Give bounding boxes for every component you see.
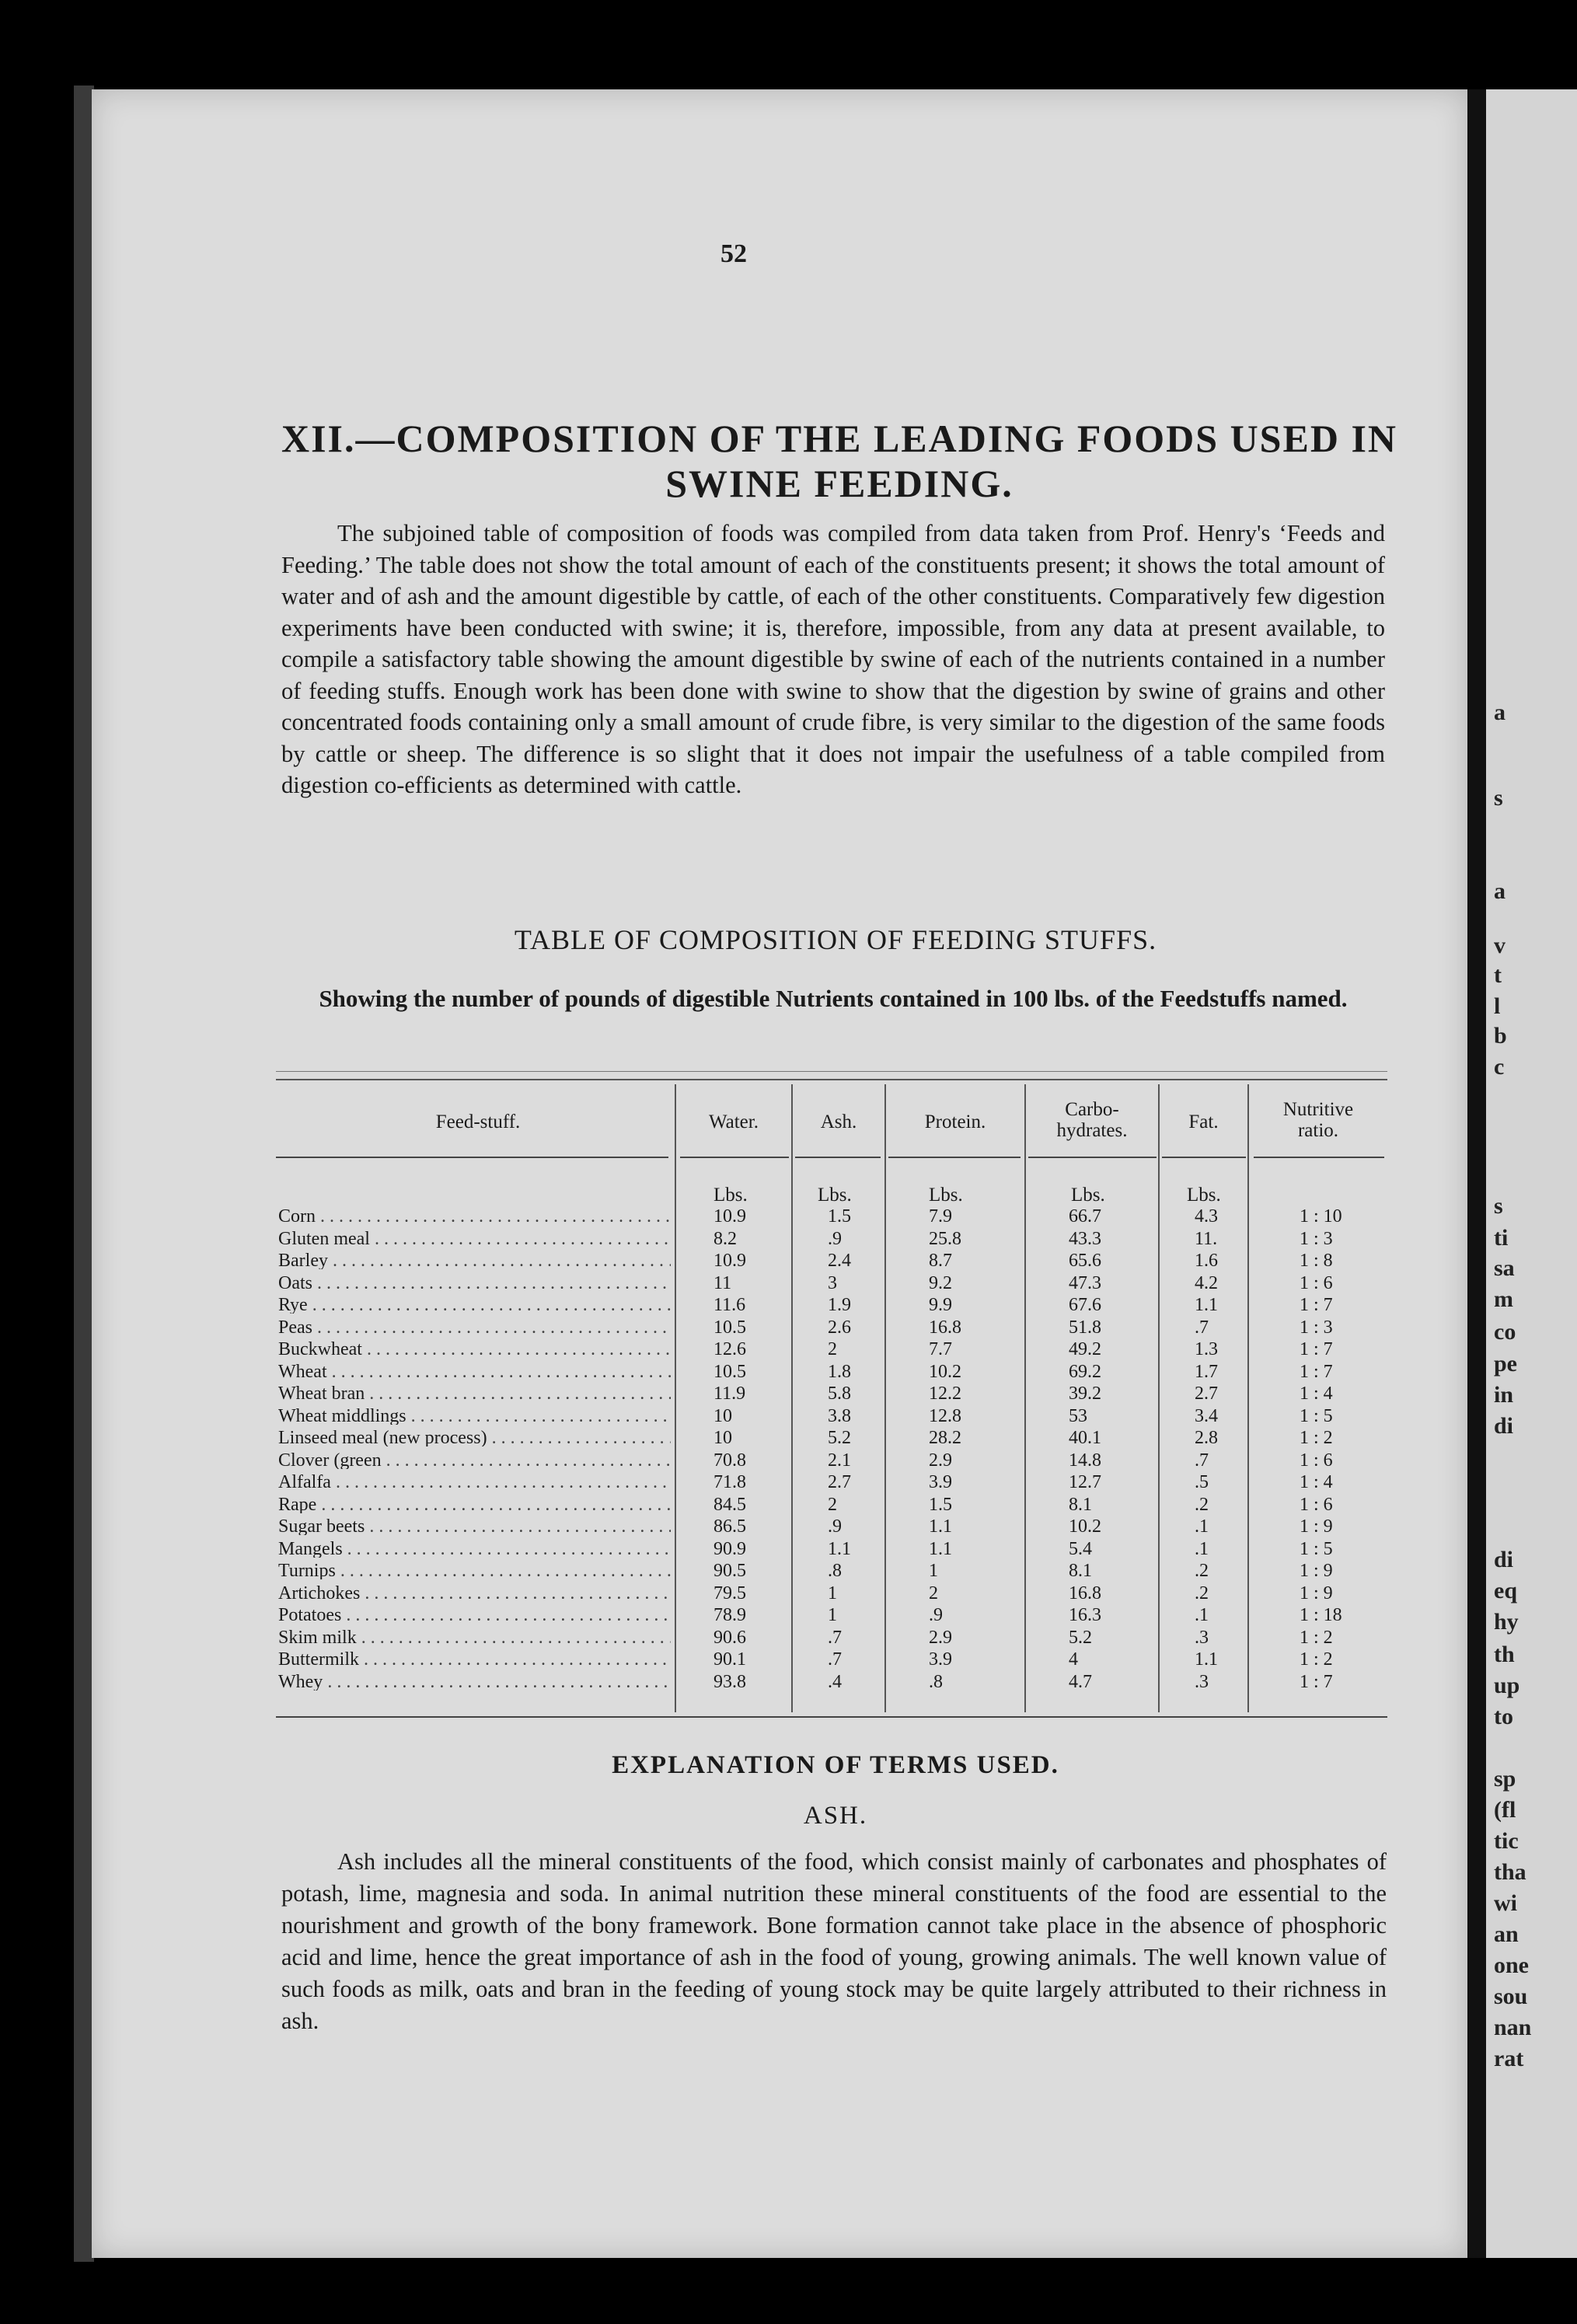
cell-ratio: 1 : 7	[1300, 1295, 1333, 1315]
cell-feed: Rape . . .	[278, 1497, 671, 1513]
adjacent-fragment: ti	[1494, 1225, 1509, 1251]
cell-carb: 67.6	[1069, 1295, 1101, 1315]
adjacent-fragment: di	[1494, 1413, 1514, 1439]
cell-fat: .1	[1195, 1516, 1209, 1537]
adjacent-fragment: an	[1494, 1921, 1519, 1947]
cell-ash: 1	[828, 1605, 837, 1625]
cell-carb: 5.2	[1069, 1627, 1092, 1648]
adjacent-fragment: pe	[1494, 1351, 1517, 1377]
table-rule-top	[276, 1079, 1387, 1080]
cell-ash: 2.7	[828, 1472, 851, 1492]
cell-ratio: 1 : 2	[1300, 1649, 1333, 1670]
table-row	[0, 1272, 1467, 1293]
cell-protein: 1	[929, 1561, 938, 1581]
cell-feed: Barley . . .	[278, 1253, 671, 1269]
cell-water: 90.6	[713, 1627, 746, 1648]
header-carb-line2: hydrates.	[1056, 1120, 1128, 1141]
cell-protein: .9	[929, 1605, 943, 1625]
cell-ratio: 1 : 3	[1300, 1228, 1333, 1249]
cell-ash: .7	[828, 1627, 842, 1648]
ash-text: Ash includes all the mineral constituents of the food, which consist mainly of carbonates and phosphates of potash, lime, magnesia and soda. In animal nutrition these mineral constituents of the food are essential to the nourishment and growth of the bony framework. Bone formation cannot take place in the absence of phosphoric acid and lime, hence the great importance of ash in the food of young, growing animals. The well known value of such foods as milk, oats and bran in the feeding of young stock may be quite largely attributed to their richness in ash.	[281, 1848, 1387, 2034]
cell-ratio: 1 : 5	[1300, 1538, 1333, 1559]
cell-fat: 1.1	[1195, 1295, 1218, 1315]
ash-paragraph	[281, 1846, 1387, 2037]
cell-protein: 9.2	[929, 1272, 952, 1293]
cell-protein: 1.1	[929, 1538, 952, 1559]
cell-fat: 1.1	[1195, 1649, 1218, 1670]
adjacent-fragment: c	[1494, 1054, 1505, 1080]
header-protein: Protein.	[924, 1111, 986, 1132]
cell-carb: 16.3	[1069, 1605, 1101, 1625]
adjacent-fragment: b	[1494, 1023, 1507, 1049]
cell-feed: Oats . . .	[278, 1275, 671, 1292]
cell-carb: 53	[1069, 1405, 1087, 1426]
cell-ash: 2.6	[828, 1317, 851, 1338]
cell-feed: Skim milk . . .	[278, 1630, 671, 1646]
cell-fat: .7	[1195, 1317, 1209, 1338]
cell-water: 78.9	[713, 1605, 746, 1625]
cell-feed: Sugar beets . . .	[278, 1519, 671, 1535]
cell-fat: .1	[1195, 1605, 1209, 1625]
cell-protein: 9.9	[929, 1295, 952, 1315]
cell-protein: 12.8	[929, 1405, 961, 1426]
cell-protein: 2.9	[929, 1450, 952, 1471]
cell-water: 8.2	[713, 1228, 737, 1249]
adjacent-fragment: a	[1494, 700, 1505, 725]
cell-protein: 1.5	[929, 1494, 952, 1515]
cell-ratio: 1 : 3	[1300, 1317, 1333, 1338]
table-row	[0, 1607, 1467, 1624]
table-row	[0, 1649, 1467, 1670]
cell-carb: 8.1	[1069, 1494, 1092, 1515]
table-row	[0, 1627, 1467, 1648]
cell-protein: 25.8	[929, 1228, 961, 1249]
cell-ash: 5.2	[828, 1428, 851, 1448]
table-row	[0, 1253, 1467, 1269]
cell-water: 10.9	[713, 1206, 746, 1227]
cell-ash: 5.8	[828, 1384, 851, 1404]
cell-feed: Rye . . .	[278, 1297, 671, 1314]
cell-carb: 4	[1069, 1649, 1078, 1670]
adjacent-fragment: sou	[1494, 1984, 1528, 2009]
cell-fat: .2	[1195, 1561, 1209, 1581]
adjacent-fragment: m	[1494, 1286, 1513, 1312]
table-row	[0, 1206, 1467, 1227]
cell-water: 90.1	[713, 1649, 746, 1670]
cell-carb: 66.7	[1069, 1206, 1101, 1227]
adjacent-fragment: s	[1494, 785, 1503, 811]
adjacent-fragment: one	[1494, 1952, 1529, 1978]
cell-ash: .9	[828, 1516, 842, 1537]
cell-protein: 16.8	[929, 1317, 961, 1338]
cell-fat: .2	[1195, 1494, 1209, 1515]
cell-ratio: 1 : 5	[1300, 1405, 1333, 1426]
table-row	[0, 1228, 1467, 1249]
cell-fat: .5	[1195, 1472, 1209, 1492]
cell-water: 84.5	[713, 1494, 746, 1515]
cell-carb: 4.7	[1069, 1671, 1092, 1692]
header-carb-line1: Carbo-	[1065, 1099, 1119, 1120]
adjacent-fragment: th	[1494, 1642, 1515, 1667]
table-row	[0, 1297, 1467, 1314]
cell-feed: Potatoes . . .	[278, 1607, 671, 1624]
table-title: TABLE OF COMPOSITION OF FEEDING STUFFS.	[514, 924, 1157, 955]
cell-protein: 1.1	[929, 1516, 952, 1537]
cell-water: 11	[713, 1272, 732, 1293]
adjacent-fragment: (fl	[1494, 1797, 1516, 1823]
adjacent-fragment: tha	[1494, 1859, 1526, 1885]
cell-protein: 28.2	[929, 1428, 961, 1448]
cell-water: 70.8	[713, 1450, 746, 1471]
cell-ratio: 1 : 6	[1300, 1494, 1333, 1515]
cell-ratio: 1 : 9	[1300, 1561, 1333, 1581]
adjacent-fragment: a	[1494, 878, 1505, 904]
cell-ratio: 1 : 6	[1300, 1272, 1333, 1293]
cell-fat: .3	[1195, 1671, 1209, 1692]
table-row	[0, 1317, 1467, 1338]
adjacent-fragment: to	[1494, 1704, 1513, 1729]
cell-ash: 2	[828, 1339, 837, 1359]
cell-ratio: 1 : 4	[1300, 1384, 1333, 1404]
cell-feed: Buckwheat . . .	[278, 1342, 671, 1358]
header-water: Water.	[709, 1111, 759, 1132]
cell-water: 79.5	[713, 1582, 746, 1603]
adjacent-fragment: in	[1494, 1382, 1514, 1408]
cell-feed: Corn . . .	[278, 1209, 671, 1225]
cell-ratio: 1 : 2	[1300, 1428, 1333, 1448]
cell-carb: 14.8	[1069, 1450, 1101, 1471]
cell-fat: 2.8	[1195, 1428, 1218, 1448]
adjacent-page-text-fragments	[1494, 0, 1575, 2324]
cell-fat: 3.4	[1195, 1405, 1218, 1426]
cell-feed: Artichokes . . .	[278, 1586, 671, 1602]
cell-carb: 51.8	[1069, 1317, 1101, 1338]
cell-feed: Buttermilk . . .	[278, 1652, 671, 1668]
header-ratio-line1: Nutritive	[1282, 1099, 1354, 1120]
cell-ratio: 1 : 18	[1300, 1605, 1342, 1625]
cell-water: 71.8	[713, 1472, 746, 1492]
cell-water: 10.5	[713, 1361, 746, 1382]
cell-ash: .8	[828, 1561, 842, 1581]
cell-carb: 49.2	[1069, 1339, 1101, 1359]
cell-fat: .3	[1195, 1627, 1209, 1648]
cell-carb: 16.8	[1069, 1582, 1101, 1603]
cell-feed: Gluten meal . . .	[278, 1231, 671, 1247]
table-row	[0, 1671, 1467, 1692]
cell-fat: 1.6	[1195, 1251, 1218, 1271]
cell-water: 93.8	[713, 1671, 746, 1692]
adjacent-fragment: hy	[1494, 1609, 1519, 1635]
adjacent-fragment: t	[1494, 962, 1502, 988]
cell-ash: .7	[828, 1649, 842, 1670]
cell-feed: Wheat middlings . . .	[278, 1408, 671, 1425]
cell-protein: 8.7	[929, 1251, 952, 1271]
table-row	[0, 1474, 1467, 1491]
intro-text: The subjoined table of composition of foods was compiled from data taken from Prof. Henry's ‘Feeds and Feeding.’ The table does not show the total amount of each of the constituents present; it shows the total amount of water and of ash and the amount digestible by cattle, of each of the other constituents. Comparatively few digestion experiments have been conducted with swine; it is, therefore, impossible, from any data at present available, to compile a satisfactory table showing the amount digestible by swine of each of the nutrients contained in a number of feeding stuffs. Enough work has been done with swine to show that the digestion by swine of grains and other concentrated foods containing only a small amount of crude fibre, is very similar to the digestion of the same foods by cattle or sheep. The difference is so slight that it does not impair the usefulness of a table compiled from digestion co-efficients as determined with cattle.	[281, 520, 1385, 798]
adjacent-fragment: di	[1494, 1547, 1514, 1572]
adjacent-fragment: nan	[1494, 2015, 1532, 2040]
cell-water: 10	[713, 1428, 732, 1448]
cell-feed: Peas . . .	[278, 1320, 671, 1336]
adjacent-fragment: v	[1494, 933, 1505, 958]
adjacent-fragment: sa	[1494, 1255, 1515, 1281]
intro-paragraph	[281, 518, 1385, 801]
table-rule-top-thin	[276, 1071, 1387, 1072]
unit-fat: Lbs.	[1187, 1185, 1221, 1206]
unit-carb: Lbs.	[1071, 1185, 1105, 1206]
cell-protein: 10.2	[929, 1361, 961, 1382]
adjacent-fragment: co	[1494, 1319, 1516, 1345]
cell-fat: 1.7	[1195, 1361, 1218, 1382]
cell-feed: Turnips . . .	[278, 1563, 671, 1579]
table-row	[0, 1386, 1467, 1402]
cell-carb: 40.1	[1069, 1428, 1101, 1448]
adjacent-fragment: up	[1494, 1673, 1520, 1698]
cell-protein: 7.9	[929, 1206, 952, 1227]
header-ratio-line2: ratio.	[1297, 1120, 1339, 1141]
cell-protein: 7.7	[929, 1339, 952, 1359]
adjacent-fragment: s	[1494, 1193, 1503, 1219]
cell-ratio: 1 : 9	[1300, 1582, 1333, 1603]
cell-ratio: 1 : 7	[1300, 1671, 1333, 1692]
cell-ratio: 1 : 7	[1300, 1339, 1333, 1359]
cell-fat: .2	[1195, 1582, 1209, 1603]
cell-protein: 12.2	[929, 1384, 961, 1404]
cell-carb: 12.7	[1069, 1472, 1101, 1492]
unit-ash: Lbs.	[818, 1185, 852, 1206]
cell-carb: 39.2	[1069, 1384, 1101, 1404]
table-row	[0, 1339, 1467, 1359]
cell-ratio: 1 : 7	[1300, 1361, 1333, 1382]
adjacent-fragment: tic	[1494, 1828, 1519, 1854]
cell-carb: 10.2	[1069, 1516, 1101, 1537]
cell-carb: 5.4	[1069, 1538, 1092, 1559]
cell-ash: .4	[828, 1671, 842, 1692]
header-nutritive-ratio	[1251, 1099, 1386, 1141]
cell-fat: .1	[1195, 1538, 1209, 1559]
explanation-heading: EXPLANATION OF TERMS USED.	[612, 1751, 1059, 1779]
cell-water: 11.9	[713, 1384, 746, 1404]
cell-ash: 2	[828, 1494, 837, 1515]
cell-fat: .7	[1195, 1450, 1209, 1471]
cell-ratio: 1 : 10	[1300, 1206, 1342, 1227]
cell-fat: 4.2	[1195, 1272, 1218, 1293]
cell-fat: 2.7	[1195, 1384, 1218, 1404]
page-number: 52	[720, 239, 747, 268]
header-carbohydrates	[1027, 1099, 1157, 1141]
table-row	[0, 1494, 1467, 1515]
cell-ash: 1.5	[828, 1206, 851, 1227]
cell-feed: Whey . . .	[278, 1674, 671, 1691]
table-row	[0, 1450, 1467, 1471]
cell-ratio: 1 : 8	[1300, 1251, 1333, 1271]
cell-ash: 2.4	[828, 1251, 851, 1271]
table-subtitle: Showing the number of pounds of digestible Nutrients contained in 100 lbs. of the Feedstuffs named.	[319, 985, 1348, 1012]
cell-ash: 1.1	[828, 1538, 851, 1559]
cell-carb: 8.1	[1069, 1561, 1092, 1581]
cell-ash: 1.8	[828, 1361, 851, 1382]
table-row	[0, 1405, 1467, 1426]
table-row	[0, 1563, 1467, 1579]
unit-protein: Lbs.	[929, 1185, 963, 1206]
cell-ash: 3	[828, 1272, 837, 1293]
cell-ratio: 1 : 2	[1300, 1627, 1333, 1648]
cell-feed: Clover (green . . .	[278, 1453, 671, 1469]
cell-fat: 4.3	[1195, 1206, 1218, 1227]
cell-ratio: 1 : 4	[1300, 1472, 1333, 1492]
table-row	[0, 1582, 1467, 1603]
table-row	[0, 1516, 1467, 1537]
cell-feed: Mangels . . .	[278, 1541, 671, 1558]
cell-ash: 1	[828, 1582, 837, 1603]
cell-water: 10.5	[713, 1317, 746, 1338]
cell-feed: Linseed meal (new process) . . .	[278, 1430, 671, 1446]
cell-protein: 2.9	[929, 1627, 952, 1648]
cell-ash: 3.8	[828, 1405, 851, 1426]
cell-water: 11.6	[713, 1295, 746, 1315]
cell-protein: 3.9	[929, 1472, 952, 1492]
cell-carb: 65.6	[1069, 1251, 1101, 1271]
table-row	[0, 1538, 1467, 1559]
cell-fat: 11.	[1195, 1228, 1218, 1249]
cell-ratio: 1 : 6	[1300, 1450, 1333, 1471]
adjacent-fragment: wi	[1494, 1890, 1517, 1916]
cell-feed: Wheat . . .	[278, 1364, 671, 1380]
cell-water: 10.9	[713, 1251, 746, 1271]
cell-feed: Wheat bran . . .	[278, 1386, 671, 1402]
cell-fat: 1.3	[1195, 1339, 1218, 1359]
adjacent-fragment: rat	[1494, 2046, 1524, 2071]
adjacent-fragment: sp	[1494, 1766, 1516, 1792]
cell-carb: 43.3	[1069, 1228, 1101, 1249]
cell-water: 86.5	[713, 1516, 746, 1537]
unit-water: Lbs.	[713, 1185, 748, 1206]
chapter-heading: XII.—COMPOSITION OF THE LEADING FOODS USED IN SWINE FEEDING.	[281, 417, 1398, 505]
cell-ratio: 1 : 9	[1300, 1516, 1333, 1537]
cell-ash: 2.1	[828, 1450, 851, 1471]
cell-water: 12.6	[713, 1339, 746, 1359]
table-rule-bottom	[276, 1716, 1387, 1718]
table-row	[0, 1430, 1467, 1446]
cell-protein: .8	[929, 1671, 943, 1692]
cell-water: 90.5	[713, 1561, 746, 1581]
cell-protein: 2	[929, 1582, 938, 1603]
header-feedstuff: Feed-stuff.	[435, 1111, 521, 1132]
cell-ash: .9	[828, 1228, 842, 1249]
cell-carb: 69.2	[1069, 1361, 1101, 1382]
adjacent-fragment: l	[1494, 993, 1501, 1019]
ash-heading: ASH.	[803, 1802, 868, 1830]
cell-ash: 1.9	[828, 1295, 851, 1315]
header-fat: Fat.	[1188, 1111, 1219, 1132]
cell-water: 10	[713, 1405, 732, 1426]
cell-water: 90.9	[713, 1538, 746, 1559]
table-row	[0, 1361, 1467, 1382]
cell-protein: 3.9	[929, 1649, 952, 1670]
adjacent-fragment: eq	[1494, 1578, 1517, 1603]
cell-carb: 47.3	[1069, 1272, 1101, 1293]
header-ash: Ash.	[820, 1111, 857, 1132]
cell-feed: Alfalfa . . .	[278, 1474, 671, 1491]
page-gutter	[1467, 89, 1486, 2258]
